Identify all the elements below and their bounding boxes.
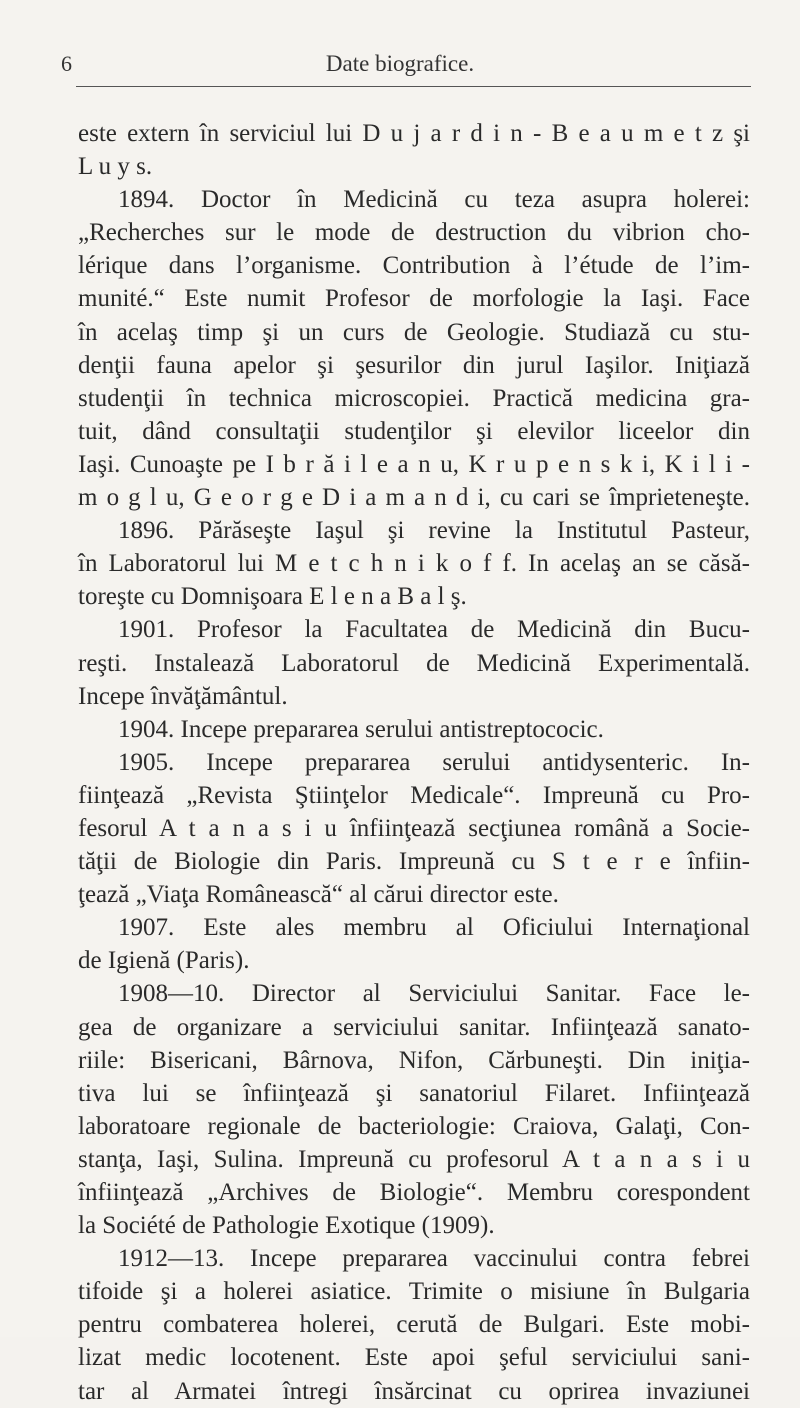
text-line: 1908—10. Director al Serviciului Sanitar. Face le- — [118, 980, 750, 1008]
text-line: tifoide şi a holerei asiatice. Trimite o misiune în Bulgaria — [78, 1278, 750, 1306]
text-line: „Recherches sur le mode de destruction du vibrion cho- — [78, 219, 750, 247]
text-line: tuit, dând consultaţii studenţilor şi elevilor liceelor din — [78, 417, 750, 445]
text-line: m o g l u, G e o r g e D i a m a n d i, cu cari se împrieteneşte. — [78, 484, 750, 512]
text-line: ţează „Viaţa Românească“ al cărui director este. — [78, 881, 559, 909]
text-line: 1901. Profesor la Facultatea de Medicină din Bucu- — [118, 616, 750, 644]
text-line: 1912—13. Incepe prepararea vaccinului contra febrei — [118, 1245, 750, 1273]
page-number: 6 — [61, 51, 72, 76]
text-line: tiva lui se înfiinţează şi sanatoriul Filaret. Infiinţează — [78, 1079, 750, 1107]
text-line: 1907. Este ales membru al Oficiului Internaţional — [118, 914, 750, 942]
body-text — [78, 117, 750, 1408]
text-line: stanţa, Iaşi, Sulina. Impreună cu profesorul A t a n a s i u — [78, 1145, 750, 1173]
text-line: gea de organizare a serviciului sanitar. Infiinţează sanato- — [78, 1013, 750, 1041]
text-line: la Société de Pathologie Exotique (1909). — [78, 1212, 495, 1240]
text-line: de Igienă (Paris). — [78, 947, 250, 975]
running-head: Date biografice. — [325, 51, 475, 76]
text-line: denţii fauna apelor şi şesurilor din jurul Iaşilor. Iniţiază — [78, 351, 750, 379]
text-line: în Laboratorul lui M e t c h n i k o f f. In acelaş an se căsă- — [78, 550, 750, 578]
text-line: 1904. Incepe prepararea serului antistreptococic. — [118, 715, 604, 743]
text-line: reşti. Instalează Laboratorul de Medicină Experimentală. — [78, 649, 750, 677]
text-line: toreşte cu Domnişoara E l e n a B a l ş. — [78, 583, 467, 611]
text-line: pentru combaterea holerei, cerută de Bulgari. Este mobi- — [78, 1311, 750, 1339]
text-line: lizat medic locotenent. Este apoi şeful serviciului sani- — [78, 1344, 750, 1372]
text-line: fiinţează „Revista Ştiinţelor Medicale“. Impreună cu Pro- — [78, 781, 750, 809]
page-header — [0, 0, 800, 80]
text-line: lérique dans l’organisme. Contribution à l’étude de l’im- — [78, 252, 750, 280]
text-line: riile: Bisericani, Bârnova, Nifon, Cărbuneşti. Din iniţia- — [78, 1046, 750, 1074]
text-line: 1894. Doctor în Medicină cu teza asupra holerei: — [118, 186, 750, 214]
header-rule — [76, 86, 751, 87]
text-line: 1896. Părăseşte Iaşul şi revine la Institutul Pasteur, — [118, 517, 750, 545]
text-line: în acelaş timp şi un curs de Geologie. Studiază cu stu- — [78, 318, 750, 346]
text-line: fesorul A t a n a s i u înfiinţează secţiunea română a Socie- — [78, 814, 750, 842]
text-line: tăţii de Biologie din Paris. Impreună cu S t e r e înfiin- — [78, 848, 750, 876]
text-line: este extern în serviciul lui D u j a r d i n - B e a u m e t z şi — [78, 120, 750, 147]
text-line: tar al Armatei întregi însărcinat cu oprirea invaziunei — [78, 1377, 750, 1405]
text-line: L u y s. — [78, 153, 153, 181]
text-line: 1905. Incepe prepararea serului antidysenteric. In- — [118, 748, 750, 776]
text-line: Incepe învăţământul. — [78, 682, 288, 710]
text-line: munité.“ Este numit Profesor de morfologie la Iaşi. Face — [78, 285, 750, 313]
text-line: înfiinţează „Archives de Biologie“. Membru corespondent — [78, 1179, 750, 1206]
text-line: laboratoare regionale de bacteriologie: Craiova, Galaţi, Con- — [78, 1112, 750, 1140]
text-line: Iaşi. Cunoaşte pe I b r ă i l e a n u, K r u p e n s k i, K i l i - — [78, 450, 750, 478]
text-line: studenţii în technica microscopiei. Practică medicina gra- — [78, 384, 750, 412]
